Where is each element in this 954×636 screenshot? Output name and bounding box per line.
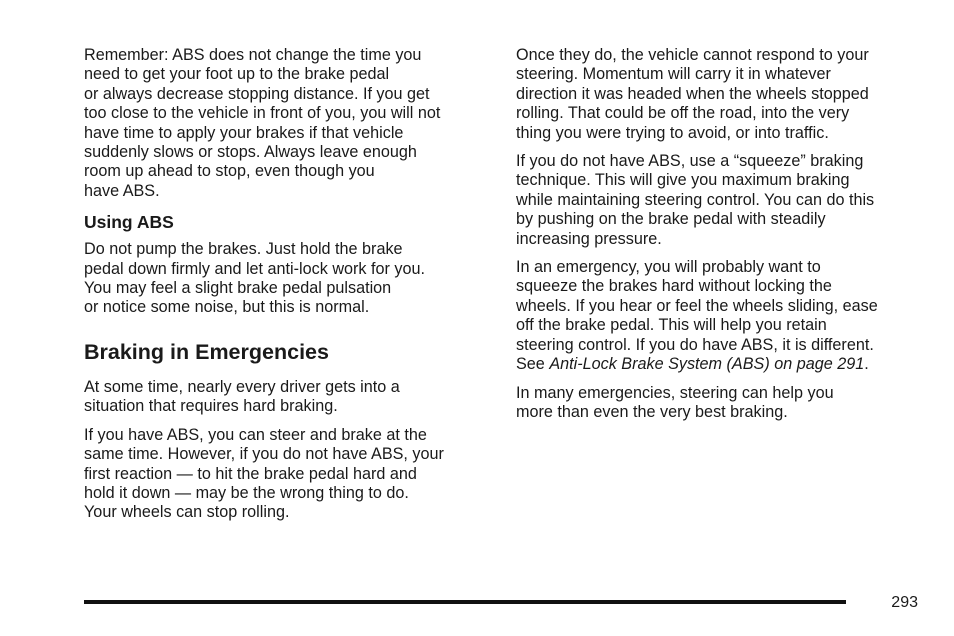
- text-line: or notice some noise, but this is normal.: [84, 298, 370, 317]
- momentum-paragraph: [516, 46, 926, 143]
- abs-page-reference: Anti-Lock Brake System (ABS) on page 291: [549, 355, 865, 374]
- text-line: Your wheels can stop rolling.: [84, 503, 290, 522]
- text-line: while maintaining steering control. You can do this: [516, 190, 875, 209]
- left-column: [84, 46, 494, 532]
- text-line: situation that requires hard braking.: [84, 397, 338, 416]
- text-line: wheels. If you hear or feel the wheels sliding, ease: [516, 296, 878, 315]
- text-line: first reaction — to hit the brake pedal hard and: [84, 464, 417, 483]
- text-line: direction it was headed when the wheels stopped: [516, 84, 869, 103]
- text-line: In many emergencies, steering can help you: [516, 383, 834, 402]
- footer-rule: [84, 600, 846, 604]
- steer-and-brake-paragraph: [84, 426, 494, 523]
- text-line: technique. This will give you maximum braking: [516, 171, 850, 190]
- squeeze-technique-paragraph: [516, 152, 926, 249]
- using-abs-paragraph: [84, 240, 494, 318]
- text-line: At some time, nearly every driver gets into a: [84, 377, 400, 396]
- text-line: suddenly slows or stops. Always leave enough: [84, 143, 417, 162]
- hard-braking-paragraph: [84, 378, 494, 417]
- text-line: have ABS.: [84, 181, 160, 200]
- steering-help-paragraph: [516, 384, 926, 423]
- page-number: 293: [891, 594, 918, 611]
- text-line: too close to the vehicle in front of you, you will not: [84, 104, 441, 123]
- text-line: You may feel a slight brake pedal pulsation: [84, 279, 392, 298]
- text-line: If you have ABS, you can steer and brake at the: [84, 425, 427, 444]
- period-text: .: [864, 355, 869, 374]
- text-line: by pushing on the brake pedal with steadily: [516, 210, 826, 229]
- text-line: increasing pressure.: [516, 229, 662, 248]
- abs-reminder-paragraph: [84, 46, 494, 201]
- see-text: See: [516, 355, 550, 374]
- text-line: If you do not have ABS, use a “squeeze” braking: [516, 152, 864, 171]
- text-line: off the brake pedal. This will help you retain: [516, 316, 827, 335]
- text-line: steering control. If you do have ABS, it is different.: [516, 335, 874, 354]
- emergency-paragraph: [516, 258, 926, 374]
- text-line: Remember: ABS does not change the time you: [84, 46, 422, 64]
- text-line: rolling. That could be off the road, into the very: [516, 104, 850, 123]
- text-line: [516, 355, 926, 374]
- text-line: or always decrease stopping distance. If you get: [84, 84, 430, 103]
- text-line: need to get your foot up to the brake pedal: [84, 65, 390, 84]
- text-line: more than even the very best braking.: [516, 402, 788, 421]
- text-line: steering. Momentum will carry it in whatever: [516, 65, 831, 84]
- text-line: have time to apply your brakes if that vehicle: [84, 123, 404, 142]
- text-line: same time. However, if you do not have ABS, your: [84, 445, 444, 464]
- text-line: room up ahead to stop, even though you: [84, 162, 375, 181]
- text-line: Do not pump the brakes. Just hold the brake: [84, 240, 403, 259]
- text-line: pedal down firmly and let anti-lock work for you.: [84, 259, 425, 278]
- right-column: [516, 46, 926, 431]
- text-line: thing you were trying to avoid, or into traffic.: [516, 123, 829, 142]
- text-line: In an emergency, you will probably want to: [516, 258, 821, 277]
- text-line: squeeze the brakes hard without locking the: [516, 277, 832, 296]
- text-line: Once they do, the vehicle cannot respond to your: [516, 46, 869, 64]
- using-abs-subheading: Using ABS: [84, 212, 174, 233]
- braking-emergencies-heading: Braking in Emergencies: [84, 339, 329, 364]
- text-line: hold it down — may be the wrong thing to do.: [84, 483, 409, 502]
